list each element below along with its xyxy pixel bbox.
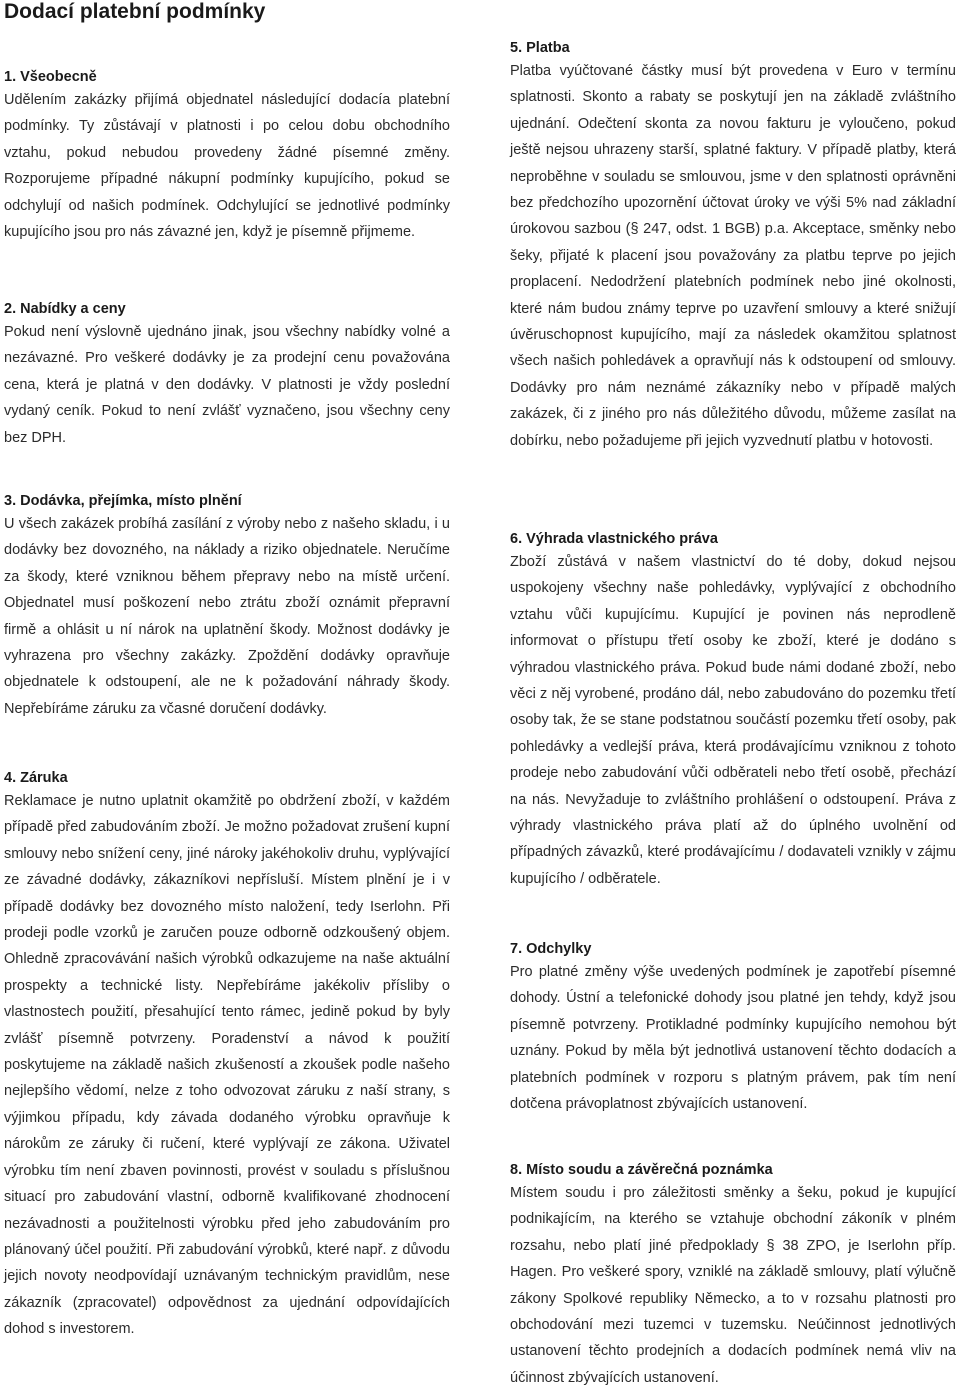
section-heading: 6. Výhrada vlastnického práva — [510, 531, 718, 547]
section-heading: 5. Platba — [510, 40, 570, 56]
section-body: Udělením zakázky přijímá objednatel následující dodacía platební podmínky. Ty zůstávají v platnosti i po celou dobu obchodního vztahu, pokud nebudou provedeny žádné písemné změny. Rozporujeme případné nákupní podmínky kupujícího, pokud se odchylují od našich podmínek. Odchylující se jednotlivé podmínky kupujícího jsou pro nás závazné jen, když je písemně přijmeme. — [4, 92, 450, 241]
section-body: Pro platné změny výše uvedených podmínek je zapotřebí písemné dohody. Ústní a telefonické dohody jsou platné jen tehdy, když jsou písemně potvrzeny. Protikladné podmínky kupujícího nemohou být uznány. Pokud by měla být jednotlivá ustanovení těchto dodacích a platebních podmínek v rozporu s platným právem, pak tím není dotčena právoplatnost zbývajících ustanovení. — [510, 964, 956, 1113]
page-title: Dodací platební podmínky — [4, 0, 266, 23]
section-heading: 1. Všeobecně — [4, 69, 97, 85]
section-heading: 8. Místo soudu a závěrečná poznámka — [510, 1162, 773, 1178]
section-heading: 4. Záruka — [4, 770, 68, 786]
section-body: Zboží zůstává v našem vlastnictví do té doby, dokud nejsou uspokojeny všechny naše pohledávky, vyplývající z obchodního vztahu vůči kupujícímu. Kupující je povinen nás neprodleně informovat o přístupu třetí osoby ke zboží, které je dodáno s výhradou vlastnického práva. Pokud bude námi dodané zboží, nebo věci z něj vyrobené, prodáno dál, nebo zabudováno do pozemku třetí osoby tak, že se stane podstatnou součástí pozemku třetí osoby, pak pohledávky a vedlejší práva, která prodávajícímu vzniknou z tohoto prodeje nebo zabudování vůči odběrateli nebo třetí osobě, přechází na nás. Nevyžaduje to zvláštního prohlášení o odstoupení. Práva z výhrady vlastnického práva platí až do úplného uvolnění od případných závazků, které prodávajícímu / dodavateli vznikly v zájmu kupujícího / odběratele. — [510, 554, 956, 887]
section-warranty — [4, 769, 450, 1343]
section-heading: 7. Odchylky — [510, 941, 592, 957]
section-body: Pokud není výslovně ujednáno jinak, jsou všechny nabídky volné a nezávazné. Pro veškeré dodávky je za prodejní cenu považována cena, která je platná v den dodávky. V platnosti je vždy poslední vydaný ceník. Pokud to není zvlášť vyznačeno, jsou všechny ceny bez DPH. — [4, 324, 450, 446]
section-body: U všech zakázek probíhá zasílání z výroby nebo z našeho skladu, i u dodávky bez dovozného, na náklady a riziko objednatele. Neručíme za škody, které vzniknou během přepravy nebo na místě určení. Objednatel musí poškození nebo ztrátu zboží oznámit přepravní firmě a ohlásit u ní nárok na uplatnění škody. Možnost dodávky je vyhrazena pro všechny zakázky. Zpoždění dodávky opravňuje objednatele k odstoupení, ale ne k požadování náhrady škody. Nepřebíráme záruku za včasné doručení dodávky. — [4, 516, 450, 717]
section-deviations — [510, 940, 956, 1117]
section-body: Reklamace je nutno uplatnit okamžitě po obdržení zboží, v každém případě před zabudováním zboží. Je možno požadovat zrušení kupní smlouvy nebo snížení ceny, jiné nároky jakéhokoliv druhu, vyplývající ze závadné dodávky, zákazníkovi nepřísluší. Místem plnění je i v případě dodávky bez dovozného místo naložení, tedy Iserlohn. Při prodeji podle vzorků je zaručen pouze odborně odzkoušený objem. Ohledně zpracovávání našich výrobků odkazujeme na naše aktuální prospekty a technické listy. Nepřebíráme jakékoliv přísliby o vlastnostech použití, přesahující tento rámec, jedině pokud by byly zvlášť písemně potvrzeny. Poradenství a návod k použití poskytujeme na základě našich zkušeností a zkoušek podle našeho nejlepšího vědomí, nelze z toho odvozovat záruku z naší strany, s výjimkou případu, kdy závada dodaného výrobku opravňuje k nárokům ze záruky či ručení, které vyplývají ze zákona. Uživatel výrobku tím není zbaven povinnosti, provést v souladu s příslušnou situací pro zabudování vlastní, odborně kvalifikované zhodnocení nezávadnosti a použitelnosti výrobku před jeho zabudováním pro plánovaný účel použití. Při zabudování výrobků, které např. z důvodu jejich novoty neodpovídají uznávaným technickým pravidlům, nese zákazník (zpracovatel) odpovědnost za ujednání odpovídajících dohod s investorem. — [4, 793, 450, 1338]
section-retention-of-title — [510, 530, 956, 892]
section-body: Platba vyúčtované částky musí být provedena v Euro v termínu splatnosti. Skonto a rabaty se poskytují jen na základě zvláštního ujednání. Odečtení skonta za novou fakturu je vyloučeno, pokud ještě nejsou uhrazeny starší, splatné faktury. V případě platby, která neproběhne v souladu se smlouvou, jsme v den splatnosti oprávněni bez předchozího upozornění účtovat úroky ve výši 5% nad základní úrokovou sazbou (§ 247, odst. 1 BGB) p.a. Akceptace, směnky nebo šeky, přijaté k placení jsou považovány za platbu teprve po jejich proplacení. Nedodržení platebních podmínek nebo jiné okolnosti, které nám budou známy teprve po uzavření smlouvy a které snižují úvěruschopnost kupujícího, mají za následek okamžitou splatnost všech našich pohledávek a opravňují nás k odstoupení od smlouvy. Dodávky pro nám neznámé zákazníky nebo v případě malých zakázek, či z jiného pro nás důležitého důvodu, můžeme zasílat na dobírku, nebo požadujeme při jejich vyzvednutí platbu v hotovosti. — [510, 63, 956, 449]
section-delivery — [4, 492, 450, 722]
section-body: Místem soudu i pro záležitosti směnky a šeku, pokud je kupující podnikajícím, na kterého se vztahuje obchodní zákoník v plném rozsahu, nebo platí jiné předpoklady § 38 ZPO, je Iserlohn příp. Hagen. Pro veškeré spory, vzniklé na základě smlouvy, platí výlučně zákony Spolkové republiky Německo, a to v rozsahu platnosti pro obchodování mezi tuzemci v tuzemsku. Neúčinnost jednotlivých ustanovení těchto prodejních a dodacích podmínek nemá vliv na účinnost zbývajících ustanovení. — [510, 1185, 956, 1386]
section-jurisdiction — [510, 1161, 956, 1391]
section-offers-prices — [4, 300, 450, 451]
section-general — [4, 68, 450, 245]
section-heading: 3. Dodávka, přejímka, místo plnění — [4, 493, 242, 509]
section-heading: 2. Nabídky a ceny — [4, 301, 126, 317]
section-payment — [510, 39, 956, 454]
